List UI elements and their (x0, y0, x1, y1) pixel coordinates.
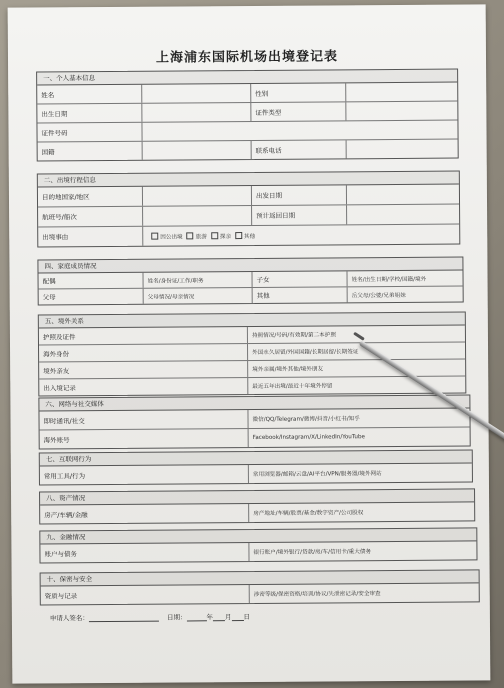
section-internet-behavior (39, 449, 473, 485)
flight-label: 航班号/船次 (38, 207, 143, 227)
section-header: 十、保密与安全 (41, 570, 479, 586)
nationality-field[interactable] (143, 141, 252, 160)
others-label: 其他 (253, 287, 348, 303)
row-hint[interactable]: 银行账户/境外银行/贷款/房/车/信用卡/重大债务 (253, 549, 372, 556)
row-hint[interactable]: 房产地址/车辆/股票/基金/数字资产/公司股权 (253, 510, 364, 517)
return-date-field[interactable] (347, 205, 459, 225)
spouse-label: 配偶 (39, 273, 144, 289)
row-hint[interactable]: 境外亲属/境外其他/境外朋友 (252, 366, 324, 373)
day-field[interactable] (231, 614, 243, 621)
section-header: 九、金融情况 (40, 528, 476, 544)
name-field[interactable] (142, 84, 251, 103)
year-field[interactable] (186, 614, 206, 621)
parents-label: 父母 (39, 289, 144, 305)
section-header: 五、境外关系 (39, 312, 465, 328)
section-assets (39, 488, 475, 524)
destination-label: 目的地国家/地区 (38, 187, 143, 207)
row-hint[interactable]: 持照情况/号码/有效期/第二本护照 (251, 332, 336, 339)
section-header: 一、个人基本信息 (37, 70, 457, 86)
section-security (40, 569, 480, 605)
form-sheet (8, 4, 491, 683)
depart-date-field[interactable] (347, 185, 459, 205)
depart-date-label: 出发日期 (252, 185, 347, 205)
section-social-media (38, 394, 470, 449)
checkbox-other[interactable] (235, 232, 242, 239)
checkbox-business[interactable] (151, 233, 158, 240)
checkbox-tourism[interactable] (187, 232, 194, 239)
gender-label: 性别 (251, 83, 346, 102)
row-hint[interactable]: 微信/QQ/Telegram/微博/抖音/小红书/知乎 (252, 416, 360, 423)
row-hint[interactable]: 常用浏览器/邮箱/云盘/AI平台/VPN/服务器/境外网站 (252, 471, 382, 478)
row-label: 海外身份 (39, 344, 248, 361)
row-label: 房产/车辆/金融 (40, 504, 249, 523)
spouse-hint[interactable]: 姓名/身份证/工作/职务 (143, 272, 252, 288)
children-label: 子女 (252, 271, 347, 287)
section-header: 二、出境行程信息 (38, 172, 459, 188)
row-hint[interactable]: 涉密等级/保密资格/培训/协议/失泄密记录/安全审查 (253, 591, 381, 598)
section-personal-info (36, 69, 459, 162)
section-overseas-relations (38, 311, 467, 396)
section-finance (39, 527, 477, 563)
row-label: 护照及证件 (39, 327, 248, 344)
section-header: 七、互联网行为 (40, 450, 472, 466)
name-label: 姓名 (37, 85, 142, 104)
flight-field[interactable] (143, 206, 252, 226)
doc-type-label: 证件类型 (251, 102, 346, 121)
dob-field[interactable] (142, 103, 251, 122)
dob-label: 出生日期 (37, 104, 142, 123)
purpose-options (143, 225, 459, 246)
gender-field[interactable] (346, 83, 457, 102)
nationality-label: 国籍 (38, 142, 143, 161)
date-label: 日期： (166, 613, 187, 622)
return-date-label: 预计返回日期 (252, 205, 347, 225)
month-field[interactable] (213, 614, 225, 621)
children-hint[interactable]: 姓名/出生日期/学校/国籍/境外 (351, 276, 427, 283)
section-family (37, 257, 463, 306)
row-label: 账户与债务 (40, 543, 249, 562)
row-hint[interactable]: 最近五年出境/最近十年境外停留 (252, 383, 333, 390)
section-trip-info (37, 171, 461, 248)
row-label: 常用工具/行为 (40, 465, 249, 484)
destination-field[interactable] (143, 186, 252, 206)
option-family-visit: 探亲 (219, 233, 232, 240)
option-business: 因公出境 (160, 233, 183, 241)
month-label: 月 (224, 613, 232, 622)
others-hint[interactable]: 岳父母/公婆/兄弟姐妹 (351, 292, 406, 299)
signature-line (50, 612, 250, 622)
doc-no-label: 证件号码 (37, 123, 142, 142)
day-label: 日 (243, 612, 251, 622)
option-tourism: 旅游 (195, 233, 207, 240)
section-header: 六、网络与社交媒体 (39, 395, 469, 411)
year-label: 年 (206, 613, 214, 622)
row-label: 境外亲友 (39, 361, 248, 378)
checkbox-family-visit[interactable] (211, 232, 218, 239)
purpose-label: 出境事由 (38, 227, 143, 247)
row-label: 海外账号 (40, 429, 249, 448)
signature-field[interactable] (89, 615, 159, 622)
row-label: 资质与记录 (41, 585, 250, 604)
row-hint[interactable]: Facebook/Instagram/X/LinkedIn/YouTube (252, 434, 365, 441)
phone-field[interactable] (347, 140, 458, 159)
phone-label: 联系电话 (252, 140, 347, 159)
form-title: 上海浦东国际机场出境登记表 (155, 49, 339, 66)
doc-type-field[interactable] (346, 102, 457, 121)
section-header: 八、资产情况 (40, 489, 474, 505)
signature-label: 申请人签名： (49, 614, 89, 623)
row-label: 即时通讯/社交 (39, 410, 248, 429)
row-label: 出入境记录 (39, 378, 248, 395)
section-header: 四、家庭成员情况 (38, 258, 462, 274)
row-hint[interactable]: 外国永久居留/外国国籍/长期居留/长期签证 (252, 349, 359, 356)
parents-hint[interactable]: 父母情况/母亲情况 (144, 288, 253, 304)
option-other: 其他 (244, 233, 256, 240)
doc-no-field[interactable] (142, 121, 457, 141)
